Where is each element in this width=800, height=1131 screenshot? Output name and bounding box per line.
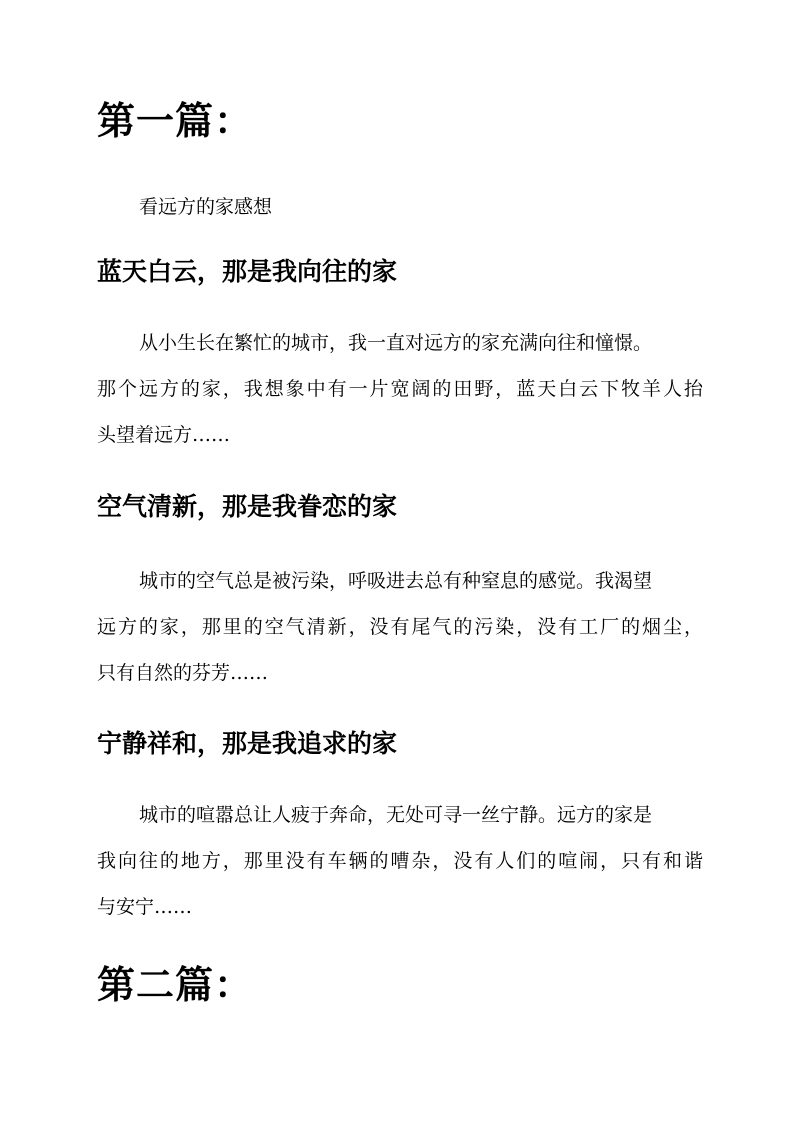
part-one-subtitle: 看远方的家感想 bbox=[139, 196, 273, 218]
part-two-heading: 第二篇： bbox=[97, 962, 254, 1007]
part-one-heading: 第一篇： bbox=[97, 98, 254, 143]
section-paragraph-fresh-air bbox=[97, 572, 703, 710]
paragraph-line: 那个远方的家，我想象中有一片宽阔的田野，蓝天白云下牧羊人抬 bbox=[97, 378, 703, 400]
paragraph-line: 我向往的地方，那里没有车辆的嘈杂，没有人们的喧闹，只有和谐 bbox=[97, 850, 703, 872]
paragraph-line: 城市的空气总是被污染，呼吸进去总有种窒息的感觉。我渴望 bbox=[139, 570, 653, 592]
section-heading-fresh-air: 空气清新，那是我眷恋的家 bbox=[97, 492, 398, 521]
paragraph-line: 城市的喧嚣总让人疲于奔命，无处可寻一丝宁静。远方的家是 bbox=[139, 804, 653, 826]
section-heading-tranquility: 宁静祥和，那是我追求的家 bbox=[97, 729, 398, 758]
paragraph-line: 远方的家，那里的空气清新，没有尾气的污染，没有工厂的烟尘， bbox=[97, 616, 703, 638]
section-paragraph-blue-sky bbox=[97, 334, 703, 472]
section-paragraph-tranquility bbox=[97, 806, 703, 944]
section-heading-blue-sky: 蓝天白云，那是我向往的家 bbox=[97, 257, 398, 286]
paragraph-line: 只有自然的芬芳…… bbox=[97, 662, 269, 684]
paragraph-line: 头望着远方…… bbox=[97, 424, 231, 446]
paragraph-line: 与安宁…… bbox=[97, 896, 193, 918]
paragraph-line: 从小生长在繁忙的城市，我一直对远方的家充满向往和憧憬。 bbox=[139, 332, 653, 354]
